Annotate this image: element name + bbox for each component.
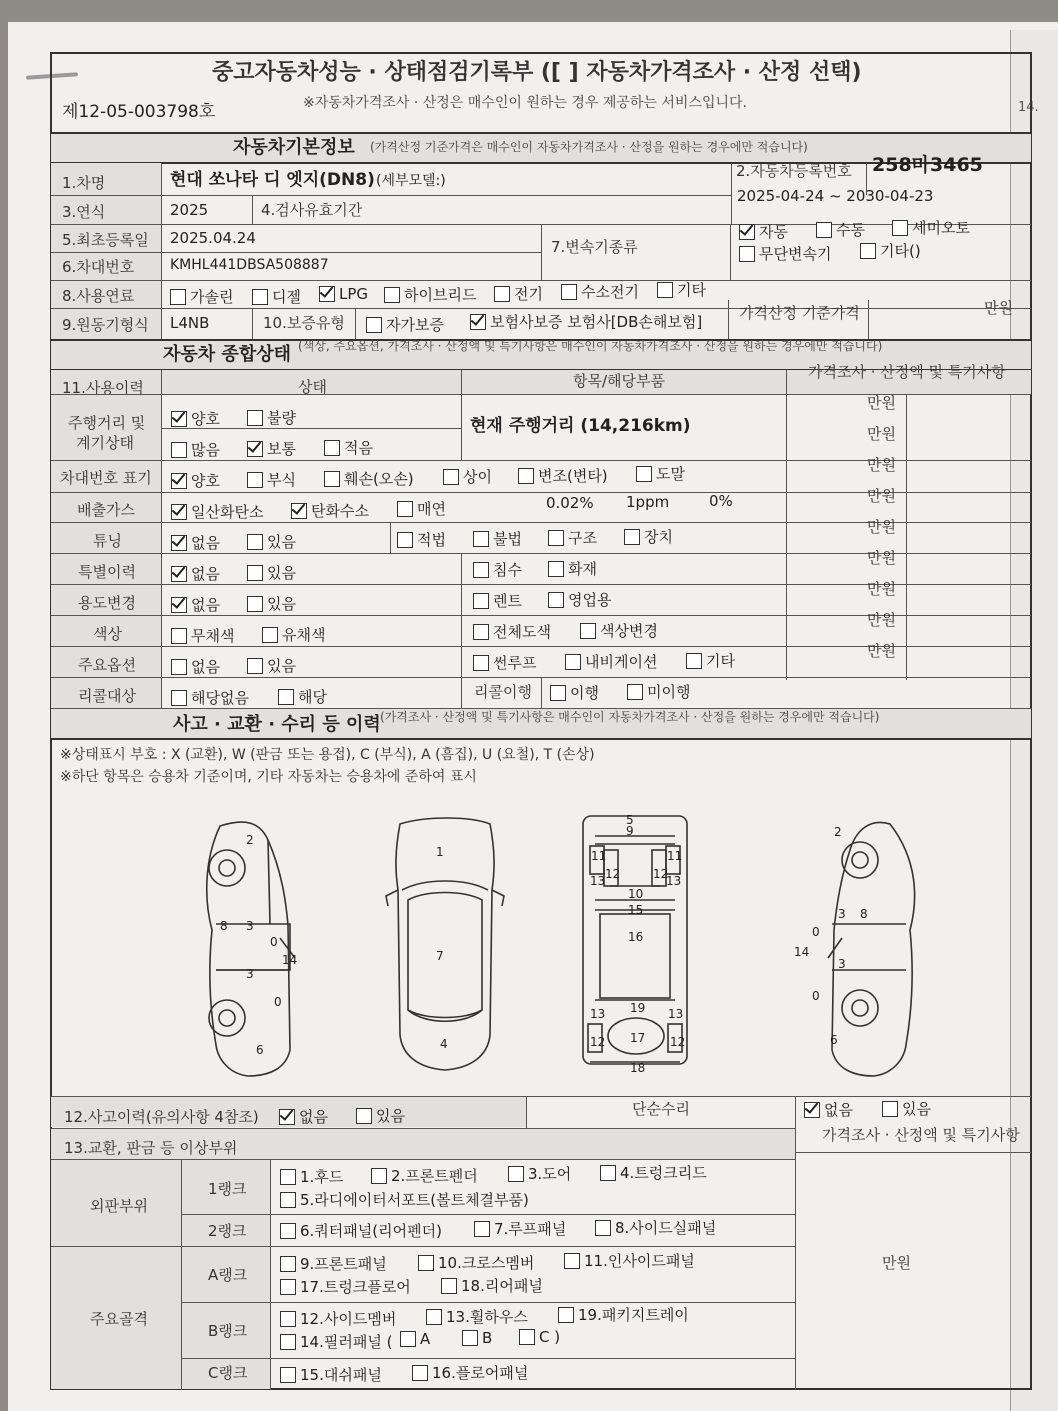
basic-info-title: 자동차기본정보 — [233, 137, 355, 158]
fuel-electric-checkbox[interactable]: 전기 — [494, 283, 543, 304]
left-part-6: 6 — [256, 1043, 264, 1057]
package-tray-checkbox[interactable]: 19.패키지트레이 — [558, 1304, 689, 1325]
recall-label: 리콜대상 — [78, 687, 136, 705]
next-page-text-1: 14. — [1018, 100, 1039, 115]
side-member-checkbox[interactable]: 12.사이드멤버 — [280, 1308, 396, 1329]
right-part-14: 14 — [794, 945, 810, 959]
price-unit-5: 만원 — [867, 518, 896, 536]
service-note: ※자동차가격조사 · 산정은 매수인이 원하는 경우 제공하는 서비스입니다. — [303, 95, 747, 111]
emission-smoke-checkbox[interactable]: 매연 — [397, 498, 446, 519]
frame-part-11-right: 11 — [667, 849, 683, 863]
trunk-lid-checkbox[interactable]: 4.트렁크리드 — [600, 1162, 707, 1183]
detail-model: (세부모델:) — [376, 173, 446, 189]
top-part-4: 4 — [440, 1037, 448, 1051]
price-unit-7: 만원 — [867, 580, 896, 598]
fuel-gasoline-checkbox[interactable]: 가솔린 — [170, 286, 233, 307]
year-value: 2025 — [170, 201, 209, 219]
accident-none-checkbox[interactable]: 없음 — [279, 1106, 328, 1127]
option-sunroof-checkbox[interactable]: 썬루프 — [473, 652, 536, 673]
frame-part-18: 18 — [630, 1061, 646, 1075]
accident-note: ※하단 항목은 승용차 기준이며, 기타 자동차는 승용차에 준하여 표시 — [60, 769, 477, 785]
rank-a-label: A랭크 — [208, 1266, 248, 1284]
fuel-other-checkbox[interactable]: 기타 — [657, 279, 706, 300]
car-diagram — [190, 810, 1030, 1090]
warranty-insurer-checkbox[interactable]: 보험사보증 보험사[DB손해보험] — [470, 311, 702, 332]
option-navigation-checkbox[interactable]: 내비게이션 — [565, 651, 657, 672]
emission-smoke-value: 0% — [709, 492, 733, 510]
reg-no-value: 258마3465 — [872, 154, 983, 176]
mileage-many-checkbox[interactable]: 많음 — [171, 439, 220, 460]
emission-co-checkbox[interactable]: 일산화탄소 — [171, 501, 263, 522]
vin-plate-painted-checkbox[interactable]: 도말 — [636, 463, 685, 484]
frame-part-10: 10 — [628, 887, 644, 901]
accident-legend: ※상태표시 부호 : X (교환), W (판금 또는 용접), C (부식), A (흠집), U (요철), T (손상) — [60, 747, 595, 763]
price-unit-8: 만원 — [867, 611, 896, 629]
cross-member-checkbox[interactable]: 10.크로스멤버 — [418, 1252, 534, 1273]
accident-subtitle: (가격조사 · 산정액 및 특기사항은 매수인이 자동차가격조사 · 산정을 원하는 경우에만 적습니다) — [380, 710, 880, 724]
emission-hc-value: 1ppm — [626, 493, 670, 511]
frame-part-17: 17 — [630, 1031, 646, 1045]
frame-part-12-right: 12 — [653, 867, 669, 881]
fuel-label: 8.사용연료 — [62, 287, 135, 305]
price-unit-9: 만원 — [867, 642, 896, 660]
fuel-hydrogen-checkbox[interactable]: 수소전기 — [561, 281, 639, 302]
frame-part-12-rear-left: 12 — [590, 1035, 606, 1049]
left-side-rear-wheel — [209, 1000, 245, 1036]
wheel-house-checkbox[interactable]: 13.휠하우스 — [426, 1306, 528, 1327]
trans-semi-checkbox[interactable]: 세미오토 — [892, 217, 970, 238]
usage-yes-checkbox[interactable]: 있음 — [247, 593, 296, 614]
mileage-bad-checkbox[interactable]: 불량 — [247, 407, 296, 428]
frame-part-12-rear-right: 12 — [670, 1035, 686, 1049]
door-checkbox[interactable]: 3.도어 — [508, 1163, 571, 1184]
price-basis-label: 가격산정 기준가격 — [739, 304, 860, 322]
vin-plate-label: 차대번호 표기 — [60, 469, 152, 487]
fuel-hybrid-checkbox[interactable]: 하이브리드 — [384, 284, 476, 305]
price-basis-unit: 만원 — [984, 299, 1013, 317]
outer-panel-label: 외판부위 — [90, 1197, 148, 1215]
option-none-checkbox[interactable]: 없음 — [171, 656, 220, 677]
tuning-device-checkbox[interactable]: 장치 — [624, 526, 673, 547]
frame-part-9: 9 — [626, 824, 634, 838]
price-unit-4: 만원 — [867, 487, 896, 505]
form-title: 중고자동차성능 · 상태점검기록부 ([ ] 자동차가격조사 · 산정 선택) — [212, 60, 862, 85]
mileage-good-checkbox[interactable]: 양호 — [171, 408, 220, 429]
frame-part-12-left: 12 — [605, 867, 621, 881]
emission-hc-checkbox[interactable]: 탄화수소 — [291, 500, 369, 521]
side-sill-checkbox[interactable]: 8.사이드실패널 — [595, 1217, 716, 1238]
top-part-1: 1 — [436, 845, 444, 859]
trans-manual-checkbox[interactable]: 수동 — [816, 219, 865, 240]
left-part-3-rear: 3 — [246, 967, 254, 981]
dash-panel-checkbox[interactable]: 15.대쉬패널 — [280, 1364, 382, 1385]
engine-label: 9.원동기형식 — [62, 316, 149, 334]
frame-part-13-right: 13 — [666, 874, 682, 888]
roof-panel-checkbox[interactable]: 7.루프패널 — [474, 1218, 566, 1239]
frame-part-11-left: 11 — [591, 849, 607, 863]
rank-b-label: B랭크 — [208, 1322, 248, 1340]
trunk-floor-checkbox[interactable]: 17.트렁크플로어 — [280, 1276, 411, 1297]
vin-plate-rust-checkbox[interactable]: 부식 — [247, 469, 296, 490]
right-part-3-rear: 3 — [838, 957, 846, 971]
top-part-7: 7 — [436, 949, 444, 963]
inspect-period: 2025-04-24 ~ 2030-04-23 — [737, 187, 934, 205]
tuning-yes-checkbox[interactable]: 있음 — [247, 531, 296, 552]
front-fender-checkbox[interactable]: 2.프론트펜더 — [371, 1165, 478, 1186]
special-none-checkbox[interactable]: 없음 — [171, 563, 220, 584]
warranty-self-checkbox[interactable]: 자가보증 — [366, 314, 444, 335]
left-part-2: 2 — [246, 833, 254, 847]
rank-1-label: 1랭크 — [208, 1180, 247, 1198]
recall-none-checkbox[interactable]: 해당없음 — [171, 687, 249, 708]
color-achromatic-checkbox[interactable]: 무채색 — [171, 625, 234, 646]
pillar-panel-checkbox[interactable]: 14.필러패널 ( — [280, 1331, 392, 1352]
accident-history-label: 12.사고이력(유의사항 4참조) — [64, 1108, 259, 1126]
tuning-label: 튜닝 — [93, 532, 122, 550]
front-panel-checkbox[interactable]: 9.프론트패널 — [280, 1253, 387, 1274]
main-frame-label: 주요골격 — [90, 1310, 148, 1328]
left-part-8: 8 — [220, 919, 228, 933]
exchange-label: 13.교환, 판금 등 이상부위 — [64, 1139, 238, 1157]
tuning-none-checkbox[interactable]: 없음 — [171, 532, 220, 553]
recall-done-checkbox[interactable]: 이행 — [550, 682, 599, 703]
car-name-value: 현대 쏘나타 디 엣지(DN8) — [170, 170, 375, 190]
usage-label: 용도변경 — [78, 594, 136, 612]
mileage-few-checkbox[interactable]: 적음 — [324, 437, 373, 458]
emission-co-value: 0.02% — [546, 494, 594, 512]
tuning-legal-checkbox[interactable]: 적법 — [397, 529, 446, 550]
vin-label: 6.차대번호 — [62, 258, 135, 276]
mileage-label-2: 계기상태 — [76, 434, 134, 452]
first-reg-label: 5.최초등록일 — [62, 231, 149, 249]
accident-title: 사고 · 교환 · 수리 등 이력 — [173, 714, 381, 735]
left-side-front-wheel — [209, 850, 245, 886]
status-title: 자동차 종합상태 — [163, 344, 291, 365]
mileage-normal-checkbox[interactable]: 보통 — [247, 438, 296, 459]
fuel-diesel-checkbox[interactable]: 디젤 — [252, 286, 301, 307]
simple-yes-checkbox[interactable]: 있음 — [882, 1098, 931, 1119]
exchange-price-col: 가격조사 · 산정액 및 특기사항 — [822, 1126, 1020, 1144]
recall-done-label: 리콜이행 — [474, 683, 532, 701]
color-label: 색상 — [93, 625, 122, 643]
left-part-3-front: 3 — [246, 919, 254, 933]
tuning-structure-checkbox[interactable]: 구조 — [548, 527, 597, 548]
left-part-14: 14 — [282, 953, 298, 967]
status-subtitle: (색상, 주요옵션, 가격조사 · 산정액 및 특기사항은 매수인이 자동차가격조사 · 산정을 원하는 경우에만 적습니다) — [298, 339, 883, 353]
price-unit-2: 만원 — [867, 425, 896, 443]
top-view-body — [396, 818, 494, 1070]
engine-value: L4NB — [170, 314, 210, 332]
recall-not-done-checkbox[interactable]: 미이행 — [627, 681, 690, 702]
pillar-c-checkbox[interactable]: C ) — [519, 1328, 560, 1346]
right-part-8: 8 — [860, 907, 868, 921]
floor-panel-checkbox[interactable]: 16.플로어패널 — [412, 1362, 528, 1383]
right-part-0-rear: 0 — [812, 989, 820, 1003]
trans-other-checkbox[interactable]: 기타() — [860, 240, 921, 261]
color-change-checkbox[interactable]: 색상변경 — [580, 620, 658, 641]
vin-plate-good-checkbox[interactable]: 양호 — [171, 470, 220, 491]
col-history: 11.사용이력 — [62, 379, 144, 397]
rear-panel-checkbox[interactable]: 18.리어패널 — [441, 1275, 543, 1296]
frame-part-19: 19 — [630, 1001, 646, 1015]
frame-part-15: 15 — [628, 903, 644, 917]
hood-checkbox[interactable]: 1.후드 — [280, 1166, 343, 1187]
frame-part-13-rear-left: 13 — [590, 1007, 606, 1021]
emission-label: 배출가스 — [77, 501, 135, 519]
accident-yes-checkbox[interactable]: 있음 — [356, 1105, 405, 1126]
right-part-2: 2 — [834, 825, 842, 839]
special-flood-checkbox[interactable]: 침수 — [473, 559, 522, 580]
rank-2-label: 2랭크 — [208, 1222, 247, 1240]
right-part-0-front: 0 — [812, 925, 820, 939]
simple-none-checkbox[interactable]: 없음 — [804, 1099, 853, 1120]
usage-business-checkbox[interactable]: 영업용 — [548, 589, 611, 610]
inside-panel-checkbox[interactable]: 11.인사이드패널 — [564, 1250, 695, 1271]
simple-repair-label: 단순수리 — [632, 1100, 690, 1118]
year-label: 3.연식 — [62, 203, 106, 221]
pillar-b-checkbox[interactable]: B — [462, 1329, 492, 1347]
inspect-label: 4.검사유효기간 — [261, 201, 363, 219]
color-repaint-checkbox[interactable]: 전체도색 — [473, 621, 551, 642]
usage-none-checkbox[interactable]: 없음 — [171, 594, 220, 615]
warranty-label: 10.보증유형 — [263, 314, 345, 332]
left-part-0-front: 0 — [270, 935, 278, 949]
radiator-support-checkbox[interactable]: 5.라디에이터서포트(볼트체결부품) — [280, 1189, 529, 1210]
left-side-body — [207, 822, 290, 1076]
color-chromatic-checkbox[interactable]: 유채색 — [262, 624, 325, 645]
vin-plate-altered-checkbox[interactable]: 변조(변타) — [518, 465, 608, 486]
basic-info-subtitle: (가격산정 기준가격은 매수인이 자동차가격조사 · 산정을 원하는 경우에만 적습니다) — [370, 140, 808, 154]
mileage-value: 현재 주행거리 (14,216km) — [470, 416, 691, 436]
record-number: 제12-05-003798호 — [62, 102, 216, 122]
vin-value: KMHL441DBSA508887 — [170, 257, 329, 273]
price-unit-1: 만원 — [867, 394, 896, 412]
col-item: 항목/해당부품 — [573, 372, 665, 390]
frame-part-5: 5 — [626, 813, 634, 827]
frame-part-16: 16 — [628, 930, 644, 944]
price-unit-6: 만원 — [867, 549, 896, 567]
frame-part-13-rear-right: 13 — [668, 1007, 684, 1021]
option-label: 주요옵션 — [78, 656, 136, 674]
right-side-body — [832, 822, 915, 1076]
reg-no-label: 2.자동차등록번호 — [736, 162, 852, 180]
col-price: 가격조사 · 산정액 및 특기사항 — [808, 363, 1006, 381]
vin-plate-diff-checkbox[interactable]: 상이 — [443, 466, 492, 487]
car-name-label: 1.차명 — [62, 174, 106, 192]
right-part-3-front: 3 — [838, 907, 846, 921]
fuel-lpg-checkbox[interactable]: LPG — [319, 285, 368, 303]
left-part-0-rear: 0 — [274, 995, 282, 1009]
special-label: 특별이력 — [78, 563, 136, 581]
special-yes-checkbox[interactable]: 있음 — [247, 562, 296, 583]
col-state: 상태 — [298, 378, 327, 396]
recall-yes-checkbox[interactable]: 해당 — [278, 686, 327, 707]
trans-label: 7.변속기종류 — [551, 238, 638, 256]
vin-plate-damage-checkbox[interactable]: 훼손(오손) — [324, 468, 414, 489]
option-other-checkbox[interactable]: 기타 — [686, 650, 735, 671]
price-unit-3: 만원 — [867, 456, 896, 474]
trans-auto-checkbox[interactable]: 자동 — [739, 221, 788, 242]
mileage-label-1: 주행거리 및 — [68, 414, 146, 432]
tuning-illegal-checkbox[interactable]: 불법 — [473, 528, 522, 549]
frame-part-13-left: 13 — [590, 874, 606, 888]
right-part-6: 6 — [830, 1033, 838, 1047]
option-yes-checkbox[interactable]: 있음 — [247, 655, 296, 676]
trans-cvt-checkbox[interactable]: 무단변속기 — [739, 243, 831, 264]
right-side-rear-wheel — [842, 990, 878, 1026]
special-fire-checkbox[interactable]: 화재 — [548, 558, 597, 579]
usage-rent-checkbox[interactable]: 렌트 — [473, 590, 522, 611]
quarter-panel-checkbox[interactable]: 6.쿼터패널(리어펜더) — [280, 1220, 442, 1241]
exchange-price-unit: 만원 — [882, 1254, 911, 1272]
first-reg-value: 2025.04.24 — [170, 229, 256, 247]
pillar-a-checkbox[interactable]: A — [400, 1330, 430, 1348]
rank-c-label: C랭크 — [208, 1364, 248, 1382]
